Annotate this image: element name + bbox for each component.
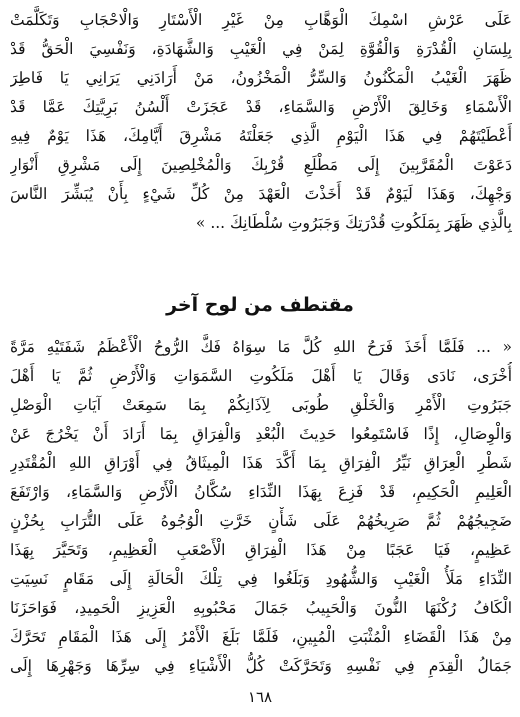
text-line: وَجْهِكَ، وَهَذَا لَيَوْمٌ قَدْ أَخَذْتَ الْعَهْدَ مِنْ كُلِّ شَيْءٍ بِأَنْ يُبَشِّرَ النَّاسَ bbox=[10, 185, 512, 203]
section-heading: مقتطف من لوح آخر bbox=[166, 294, 354, 316]
text-line: أَعْطَيْتَهُمْ فِي هَذَا الْيَوْمِ الَّذِي جَعَلْتَهُ مَشْرِقَ أَيَّامِكَ، هَذَا يَوْمٌ فِيهِ bbox=[10, 127, 512, 145]
text-line: وَالْوِصَالِ، إِذًا فَاسْتَمِعُوا حَدِيثَ الْبُعْدِ وَالْفِرَاقِ بِمَا أَرَادَ أَنْ يَخْرُجَ عَنْ bbox=[10, 425, 512, 443]
text-line: بِالَّذِي ظَهَرَ بِمَلَكُوتِ قُدْرَتِكَ وَجَبَرُوتِ سُلْطَانِكَ ... » bbox=[195, 214, 512, 232]
text-line: الْكَافُ رُكْنَهَا النُّونَ وَالْحَبِيبُ جَمَالَ مَحْبُوبِهِ الْعَزِيزِ الْحَمِيدِ، فَوَاحَزَنَا bbox=[10, 599, 512, 617]
text-line: الْعَلِيمِ الْحَكِيمِ، قَدْ فَزِعَ بِهَذَا النِّدَاءِ سُكَّانُ الْأَرْضِ وَالسَّمَاءِ، وَارْتَفَعَ bbox=[10, 483, 512, 501]
text-line: دَعَوْتَ الْمُقَرَّبِينَ إِلَى مَطْلَعِ قُرْبِكَ وَالْمُخْلِصِينَ إِلَى مَشْرِقِ أَنْوَارِ bbox=[10, 156, 512, 174]
page-number: ١٦٨ bbox=[247, 688, 273, 706]
text-line: ضَجِيجُهُمْ ثُمَّ صَرِيخُهُمْ عَلَى شَأْنٍ خَرَّتِ الْوُجُوهُ عَلَى التُّرَابِ بِحُزْنٍ bbox=[10, 512, 512, 530]
text-line: « ... فَلَمَّا أَخَذَ فَرَحُ اللهِ كُلَّ مَا سِوَاهُ فَكَّ الرُّوحُ الْأَعْظَمُ شَفَتَيْهِ مَرَّةً bbox=[10, 338, 512, 356]
text-line: بِلِسَانِ الْقُدْرَةِ وَالْقُوَّةِ لِمَنْ فِي الْغَيْبِ وَالشَّهَادَةِ، وَنَفْسِيَ الْحَقُّ قَدْ bbox=[10, 40, 512, 58]
text-line: ظَهَرَ الْغَيْبُ الْمَكْنُونُ وَالسِّرُّ الْمَخْزُونُ، مَنْ أَرَادَنِي يَرَانِي يَا فَاطِرَ bbox=[10, 69, 512, 87]
text-line: أُخْرَى، نَادَى وَقَالَ يَا أَهْلَ مَلَكُوتِ السَّمَوَاتِ وَالْأَرْضِ ثُمَّ يَا أَهْلَ bbox=[10, 367, 512, 385]
text-line: النِّدَاءِ مَلَأُ الْغَيْبِ وَالشُّهُودِ وَبَلَغُوا فِي تِلْكَ الْحَالَةِ إِلَى مَقَامٍ نَسِيَتِ bbox=[10, 570, 512, 588]
text-line: عَلَى عَرْشِ اسْمِكَ الْوَهَّابِ مِنْ غَيْرِ الْأَسْتَارِ وَالْاحْجَابِ وَتَكَلَّمَتْ bbox=[10, 11, 512, 29]
text-line: مِنْ هَذَا الْقَضَاءِ الْمُثْبَتِ الْمُبِينِ، فَلَمَّا بَلَغَ الْأَمْرُ إِلَى هَذَا الْمَقَامِ تَحَرَّكَ bbox=[10, 628, 512, 646]
text-line: شَطْرِ الْعِرَاقِ نَيِّرُ الْفِرَاقِ بِمَا أَكَّدَ هَذَا الْمِيثَاقُ فِي أَوْرَاقِ اللهِ الْمُقْتَدِرِ bbox=[10, 454, 512, 472]
text-line: جَبَرُوتِ الْأَمْرِ وَالْخَلْقِ طُوبَى لِآذَانِكُمْ بِمَا سَمِعَتْ آيَاتِ الْوَصْلِ bbox=[10, 396, 512, 414]
text-line: الْأَسْمَاءِ وَخَالِقَ الْأَرْضِ وَالسَّمَاءِ، قَدْ عَجَزَتْ أَلْسُنُ بَرِيَّتِكَ عَمَّا قَدْ bbox=[10, 98, 512, 116]
text-line: جَمَالُ الْقِدَمِ فِي نَفْسِهِ وَتَحَرَّكَتْ كُلُّ الْأَشْيَاءِ فِي سِرِّهَا وَجَهْرِهَا إِلَى bbox=[10, 657, 512, 675]
text-line: عَظِيمٍ، فَيَا عَجَبًا مِنْ هَذَا الْفِرَاقِ الْأَصْعَبِ الْعَظِيمِ، وَتَحَيَّرَ بِهَذَا bbox=[10, 541, 512, 559]
